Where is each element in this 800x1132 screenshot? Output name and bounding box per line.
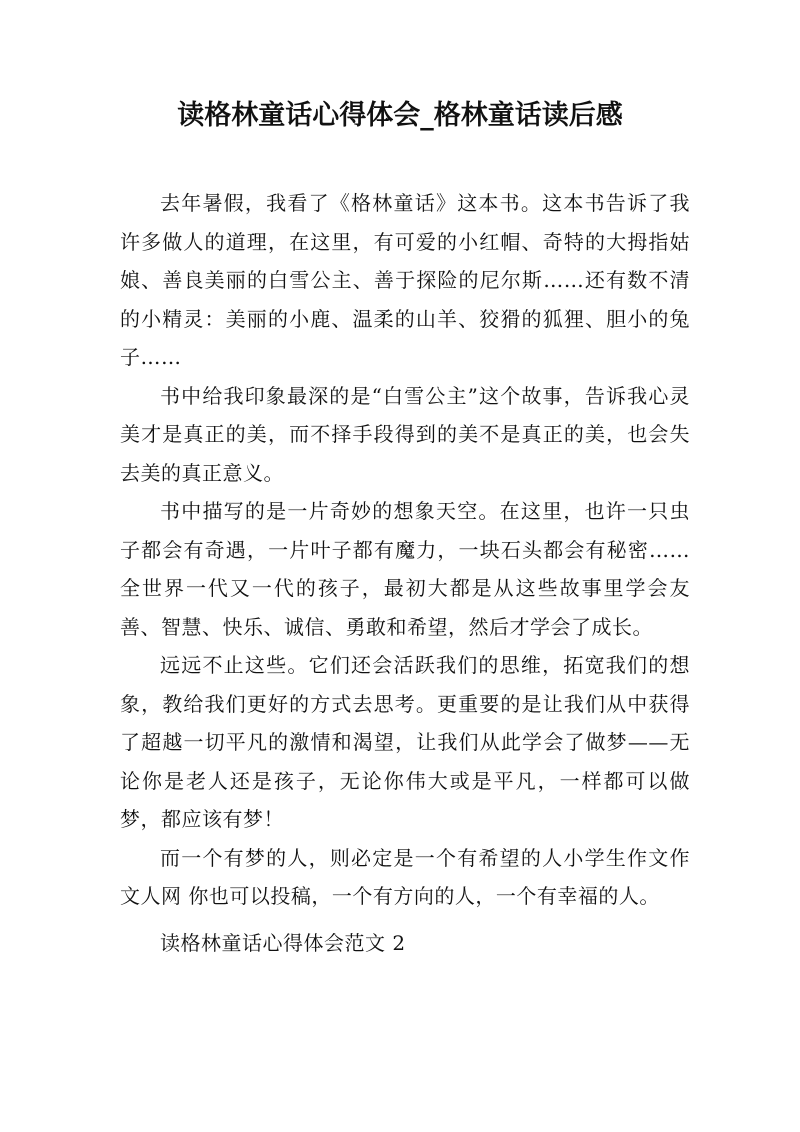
document-title: 读格林童话心得体会_格林童话读后感	[177, 100, 623, 131]
document-body	[120, 184, 690, 962]
paragraph-5: 而一个有梦的人，则必定是一个有希望的人小学生作文作文人网 你也可以投稿，一个有方向的人，一个有幸福的人。	[120, 845, 690, 908]
paragraph-2: 书中给我印象最深的是“白雪公主”这个故事，告诉我心灵美才是真正的美，而不择手段得到的美不是真正的美，也会失去美的真正意义。	[120, 383, 690, 485]
paragraph-3: 书中描写的是一片奇妙的想象天空。在这里，也许一只虫子都会有奇遇，一片叶子都有魔力，一块石头都会有秘密……全世界一代又一代的孩子，最初大都是从这些故事里学会友善、智慧、快乐、诚信、勇敢和希望，然后才学会了成长。	[120, 499, 690, 639]
section-subheading: 读格林童话心得体会范文 2	[160, 930, 406, 955]
paragraph-4: 远远不止这些。它们还会活跃我们的思维，拓宽我们的想象，教给我们更好的方式去思考。更重要的是让我们从中获得了超越一切平凡的激情和渴望，让我们从此学会了做梦——无论你是老人还是孩子，无论你伟大或是平凡，一样都可以做梦，都应该有梦！	[120, 653, 690, 831]
paragraph-1: 去年暑假，我看了《格林童话》这本书。这本书告诉了我许多做人的道理，在这里，有可爱的小红帽、奇特的大拇指姑娘、善良美丽的白雪公主、善于探险的尼尔斯……还有数不清的小精灵：美丽的小鹿、温柔的山羊、狡猾的狐狸、胆小的兔子……	[120, 191, 690, 369]
